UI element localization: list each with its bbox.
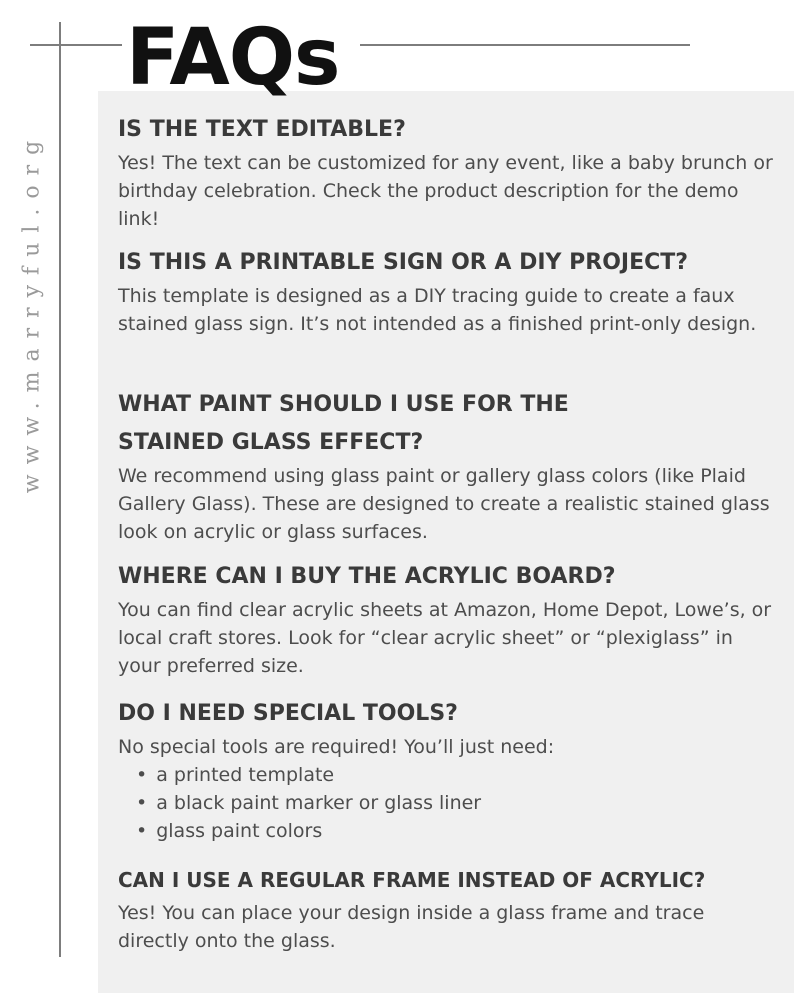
- title-rule-left: [30, 44, 122, 46]
- faq-list: [118, 111, 778, 955]
- faq-answer: Yes! The text can be customized for any event, like a baby brunch or birthday celebration. Check the product description for the demo link!: [118, 152, 773, 230]
- faq-item: [118, 386, 778, 558]
- faq-question: IS THIS A PRINTABLE SIGN OR A DIY PROJECT?: [118, 250, 689, 275]
- faq-answer: We recommend using glass paint or gallery glass colors (like Plaid Gallery Glass). These are designed to create a realistic stained glass look on acrylic or glass surfaces.: [118, 465, 770, 543]
- faq-item: [118, 111, 778, 244]
- page-title: FAQs: [126, 13, 340, 103]
- tools-list: [118, 761, 778, 845]
- vertical-divider: [59, 22, 61, 957]
- faq-item: [118, 695, 778, 861]
- faq-item: [118, 558, 778, 695]
- tools-list-item: • glass paint colors: [136, 817, 778, 845]
- faq-question: WHERE CAN I BUY THE ACRYLIC BOARD?: [118, 564, 616, 589]
- faq-question: WHAT PAINT SHOULD I USE FOR THE STAINED GLASS EFFECT?: [118, 392, 569, 455]
- tools-list-item: • a black paint marker or glass liner: [136, 789, 778, 817]
- faq-answer: This template is designed as a DIY tracing guide to create a faux stained glass sign. It’s not intended as a finished print-only design.: [118, 285, 757, 335]
- faq-answer: No special tools are required! You’ll just need:: [118, 736, 555, 758]
- title-rule-right: [360, 44, 690, 46]
- faq-question: CAN I USE A REGULAR FRAME INSTEAD OF ACRYLIC?: [118, 868, 706, 892]
- tools-list-item: • a printed template: [136, 761, 778, 789]
- faq-item: [118, 861, 778, 955]
- faq-answer: Yes! You can place your design inside a glass frame and trace directly onto the glass.: [118, 902, 705, 952]
- faq-item: [118, 244, 778, 386]
- faq-question: DO I NEED SPECIAL TOOLS?: [118, 701, 458, 726]
- faq-answer: You can find clear acrylic sheets at Amazon, Home Depot, Lowe’s, or local craft stores. Look for “clear acrylic sheet” or “plexiglass” in your preferred size.: [118, 599, 772, 677]
- website-watermark: www.marryful.org: [19, 130, 45, 494]
- faq-question: IS THE TEXT EDITABLE?: [118, 117, 406, 142]
